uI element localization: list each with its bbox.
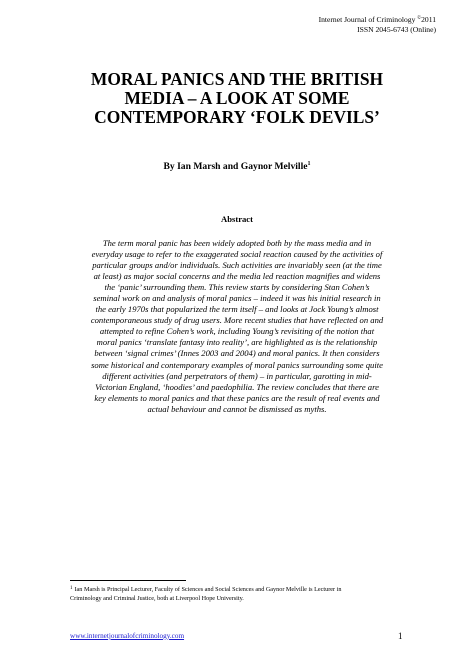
abstract-line: attempted to refine Cohen’s work, including Young’s revisiting of the notion that bbox=[99, 326, 375, 337]
abstract-line: seminal work on and analysis of moral panics – indeed it was his initial research in bbox=[93, 293, 381, 304]
abstract-line: key elements to moral panics and that these panics are the result of real events and bbox=[94, 392, 380, 403]
footnote-line bbox=[70, 585, 420, 595]
abstract-line: some historical and contemporary examples of moral panics surrounding some quite bbox=[91, 359, 383, 370]
title-line: MEDIA – A LOOK AT SOME bbox=[124, 88, 350, 108]
abstract-line: contemporaneous study of drug users. More recent studies that have reflected on and bbox=[90, 315, 384, 326]
title-line: MORAL PANICS AND THE BRITISH bbox=[90, 69, 384, 89]
copyright-symbol: © bbox=[417, 16, 422, 21]
abstract-body bbox=[60, 238, 414, 415]
abstract-line: the ‘panic’ surrounding them. This review starts by considering Stan Cohen’s bbox=[104, 282, 370, 293]
abstract-line: moral panics ‘translate fantasy into reality’, are highlighted as is the relationship bbox=[96, 337, 378, 348]
journal-name: Internet Journal of Criminology bbox=[318, 15, 416, 24]
abstract-line: between ‘signal crimes’ (Innes 2003 and 2004) and moral panics. It then considers bbox=[94, 348, 380, 359]
abstract-line: actual behaviour and cannot be dismissed as myths. bbox=[147, 403, 327, 414]
journal-year: 2011 bbox=[421, 15, 436, 24]
paper-title bbox=[40, 70, 434, 127]
journal-issn: ISSN 2045-6743 (Online) bbox=[357, 25, 436, 34]
footnote bbox=[70, 585, 420, 603]
abstract-line: the early 1970s that popularized the term itself – and looks at Jock Young’s almost bbox=[95, 304, 379, 315]
abstract-line: The term moral panic has been widely adopted both by the mass media and in bbox=[102, 238, 372, 248]
abstract-line: particular groups and/or individuals. Such activities are invariably seen (at the time bbox=[92, 260, 382, 271]
author-footnote-marker[interactable]: 1 bbox=[307, 161, 311, 167]
abstract-line: at least) as major social concerns and the media led reaction magnifies and widens bbox=[93, 271, 381, 282]
journal-citation bbox=[319, 14, 436, 25]
footnote-marker: 1 bbox=[70, 586, 73, 591]
abstract-line: everyday usage to refer to the exaggerated social reaction caused by the activities of bbox=[91, 249, 383, 260]
footnote-text: Ian Marsh is Principal Lecturer, Faculty of Sciences and Social Sciences and Gaynor Melville is Lecturer in bbox=[74, 586, 342, 593]
page-number: 1 bbox=[398, 631, 403, 641]
abstract-line: different activities (and perpetrators of them) – in particular, garotting in mid- bbox=[102, 370, 372, 381]
abstract-line: Victorian England, ‘hoodies’ and paedophilia. The review concludes that there are bbox=[95, 381, 379, 392]
journal-header bbox=[319, 14, 436, 35]
footnote-line: Criminology and Criminal Justice, both at Liverpool Hope University. bbox=[70, 594, 244, 602]
title-line: CONTEMPORARY ‘FOLK DEVILS’ bbox=[94, 107, 380, 127]
author-names: By Ian Marsh and Gaynor Melville bbox=[163, 161, 308, 172]
journal-website-link[interactable]: www.internetjournalofcriminology.com bbox=[70, 632, 185, 640]
author-line bbox=[40, 158, 434, 173]
footnote-divider bbox=[70, 580, 186, 581]
abstract-heading: Abstract bbox=[221, 214, 253, 224]
